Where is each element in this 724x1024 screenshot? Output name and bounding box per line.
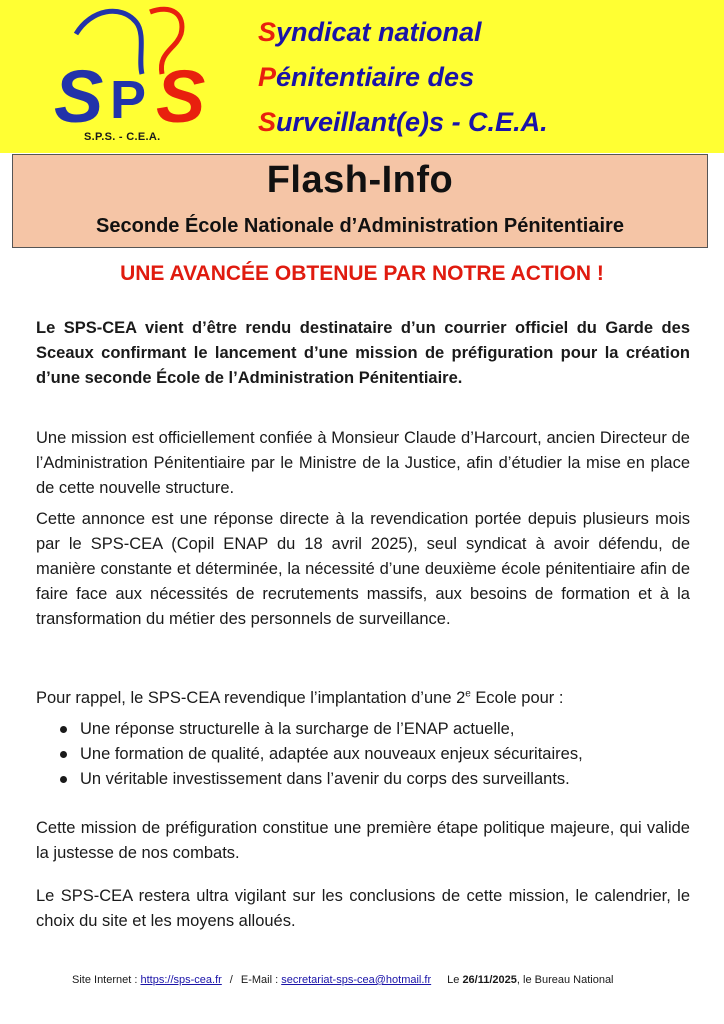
union-name-line-1: Syndicat national: [258, 17, 482, 47]
union-name: [258, 10, 548, 145]
logo-caption: S.P.S. - C.E.A.: [84, 131, 161, 143]
vigilance-paragraph: Le SPS-CEA restera ultra vigilant sur les conclusions de cette mission, le calendrier, le choix du site et les moyens alloués.: [36, 887, 690, 930]
conclusion-paragraph: Cette mission de préfiguration constitue une première étape politique majeure, qui valide la justesse de nos combats.: [36, 819, 690, 862]
sps-logo: [46, 4, 216, 150]
footer: Site Internet : https://sps-cea.fr / E-Mail : secretariat-sps-cea@hotmail.fr Le 26/11/2025, le Bureau National: [72, 974, 614, 986]
list-item: Une réponse structurelle à la surcharge de l’ENAP actuelle,: [58, 717, 698, 742]
bullet-icon: [60, 751, 67, 758]
website-link[interactable]: https://sps-cea.fr: [140, 974, 222, 986]
flash-info-box: [12, 154, 708, 248]
list-item: Une formation de qualité, adaptée aux nouveaux enjeux sécuritaires,: [58, 742, 698, 767]
bullet-icon: [60, 726, 67, 733]
list-item: Un véritable investissement dans l’avenir du corps des surveillants.: [58, 767, 698, 792]
date: 26/11/2025: [462, 974, 517, 986]
email-link[interactable]: secretariat-sps-cea@hotmail.fr: [281, 974, 432, 986]
headline: UNE AVANCÉE OBTENUE PAR NOTRE ACTION !: [120, 262, 604, 285]
header-banner: [0, 0, 724, 153]
announcement-paragraph: Cette annonce est une réponse directe à la revendication portée depuis plusieurs mois par le SPS-CEA (Copil ENAP du 18 avril 2025), seul syndicat à avoir défendu, de manière constante et déterminée, la nécessité d’une deuxième école pénitentiaire afin de faire face aux nécessités de recrutements massifs, aux besoins de formation et à la transformation du métier des personnels de surveillance.: [36, 510, 690, 628]
demands-list: [58, 717, 698, 792]
svg-text:S: S: [156, 55, 206, 138]
intro-paragraph: Le SPS-CEA vient d’être rendu destinataire d’un courrier officiel du Garde des Sceaux confirmant le lancement d’une mission de préfiguration pour la création d’une seconde École de l’Administration Pénitentiaire.: [36, 319, 690, 387]
reminder-paragraph: Pour rappel, le SPS-CEA revendique l’implantation d’une 2e Ecole pour :: [36, 688, 564, 707]
union-name-line-3: Surveillant(e)s - C.E.A.: [258, 107, 548, 137]
svg-text:S: S: [54, 55, 104, 138]
mission-paragraph: Une mission est officiellement confiée à Monsieur Claude d’Harcourt, ancien Directeur de l’Administration Pénitentiaire par le Ministre de la Justice, afin d’étudier la mise en place de cette nouvelle structure.: [36, 429, 690, 497]
flash-subtitle: Seconde École Nationale d’Administration Pénitentiaire: [96, 215, 624, 237]
flash-title: Flash-Info: [266, 159, 454, 201]
bullet-icon: [60, 776, 67, 783]
union-name-line-2: Pénitentiaire des: [258, 62, 475, 92]
svg-text:P: P: [110, 70, 147, 130]
